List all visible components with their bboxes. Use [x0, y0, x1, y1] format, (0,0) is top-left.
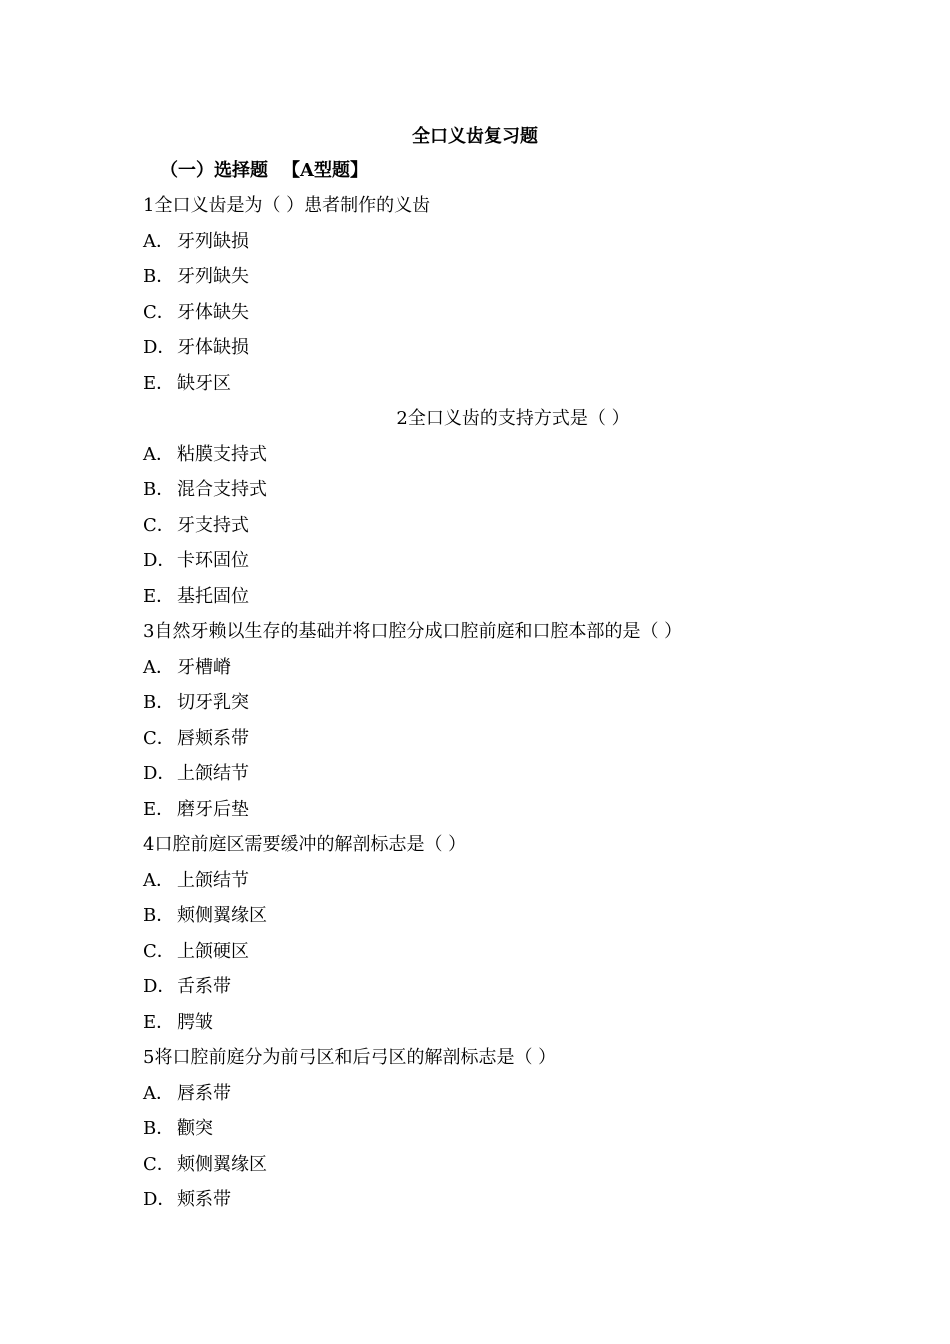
option-letter: E． — [143, 798, 175, 820]
option-letter: C． — [143, 514, 175, 536]
question-option — [143, 868, 823, 904]
question-option — [143, 1187, 823, 1223]
option-letter: B． — [143, 905, 175, 926]
question-option — [143, 548, 823, 584]
option-letter: A． — [143, 443, 174, 465]
option-letter: A． — [143, 869, 174, 891]
question-option — [143, 371, 823, 407]
question-option — [143, 939, 823, 975]
option-text: 缺牙区 — [177, 372, 231, 394]
option-text: 混合支持式 — [177, 479, 267, 500]
option-text: 上颌结节 — [177, 869, 249, 891]
question-option — [143, 584, 823, 620]
option-letter: D． — [143, 976, 176, 997]
option-text: 舌系带 — [177, 976, 231, 997]
option-text: 上颌硬区 — [177, 940, 249, 962]
option-text: 卡环固位 — [177, 550, 249, 571]
option-text: 颊系带 — [177, 1189, 231, 1210]
question-option — [143, 442, 823, 478]
option-letter: C． — [143, 940, 175, 962]
option-letter: B． — [143, 1118, 175, 1139]
option-text: 牙体缺失 — [177, 301, 249, 323]
option-letter: C． — [143, 727, 175, 749]
question-option — [143, 264, 823, 300]
question-option — [143, 1081, 823, 1117]
question-option — [143, 229, 823, 265]
option-letter: B． — [143, 479, 175, 500]
option-letter: B． — [143, 266, 175, 287]
document-title: 全口义齿复习题 — [412, 126, 538, 147]
question-option — [143, 513, 823, 549]
question-option — [143, 974, 823, 1010]
option-letter: D． — [143, 337, 176, 358]
option-text: 颊侧翼缘区 — [177, 1153, 267, 1175]
question-stem: 5将口腔前庭分为前弓区和后弓区的解剖标志是（ ） — [143, 1047, 557, 1068]
section-part: （一）选择题 — [160, 160, 268, 181]
option-text: 唇颊系带 — [177, 727, 249, 749]
question-stem: 4口腔前庭区需要缓冲的解剖标志是（ ） — [143, 834, 467, 855]
question-option — [143, 761, 823, 797]
question-option — [143, 1116, 823, 1152]
option-letter: A． — [143, 656, 174, 678]
option-letter: D． — [143, 763, 176, 784]
question-stem: 2全口义齿的支持方式是（ ） — [396, 408, 630, 429]
option-text: 基托固位 — [177, 585, 249, 607]
option-text: 牙体缺损 — [177, 337, 249, 358]
question-option — [143, 797, 823, 833]
option-text: 牙列缺失 — [177, 266, 249, 287]
question-stem: 1全口义齿是为（ ）患者制作的义齿 — [143, 195, 431, 216]
question-option — [143, 655, 823, 691]
option-text: 磨牙后垫 — [177, 798, 249, 820]
question-list — [143, 193, 823, 1223]
option-text: 牙槽嵴 — [177, 656, 231, 678]
option-text: 切牙乳突 — [177, 692, 249, 713]
option-text: 唇系带 — [177, 1082, 231, 1104]
option-letter: B． — [143, 692, 175, 713]
question-option — [143, 726, 823, 762]
option-text: 粘膜支持式 — [177, 443, 267, 465]
option-letter: D． — [143, 1189, 176, 1210]
option-letter: C． — [143, 1153, 175, 1175]
option-text: 上颌结节 — [177, 763, 249, 784]
option-letter: E． — [143, 1011, 175, 1033]
question-option — [143, 477, 823, 513]
option-text: 牙支持式 — [177, 514, 249, 536]
option-letter: A． — [143, 1082, 174, 1104]
section-type: 【A型题】 — [282, 160, 368, 181]
option-letter: A． — [143, 230, 174, 252]
question-stem: 3自然牙赖以生存的基础并将口腔分成口腔前庭和口腔本部的是（ ） — [143, 621, 683, 642]
question-option — [143, 1152, 823, 1188]
question-option — [143, 300, 823, 336]
option-letter: D． — [143, 550, 176, 571]
question-option — [143, 903, 823, 939]
section-heading — [160, 158, 368, 184]
option-text: 牙列缺损 — [177, 230, 249, 252]
option-text: 颊侧翼缘区 — [177, 905, 267, 926]
question-option — [143, 335, 823, 371]
option-text: 腭皱 — [177, 1011, 213, 1033]
question-option — [143, 690, 823, 726]
option-letter: C． — [143, 301, 175, 323]
option-letter: E． — [143, 372, 175, 394]
question-option — [143, 1010, 823, 1046]
option-text: 颧突 — [177, 1118, 213, 1139]
option-letter: E． — [143, 585, 175, 607]
